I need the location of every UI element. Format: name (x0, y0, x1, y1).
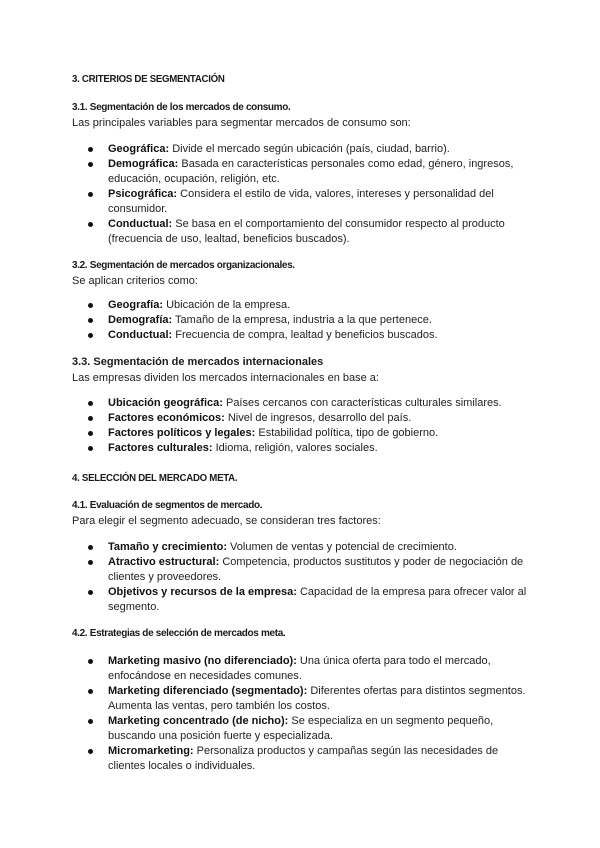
bullet-icon (88, 147, 93, 152)
bullet-icon (88, 333, 93, 338)
section-3-1-heading: 3.1. Segmentación de los mercados de consumo. (72, 101, 291, 113)
bullet-icon (88, 749, 93, 754)
section-4-heading: 4. SELECCIÓN DEL MERCADO META. (72, 472, 238, 484)
list-item: Marketing masivo (no diferenciado): Una única oferta para todo el mercado, enfocándose en necesidades comunes. (0, 654, 600, 684)
bullet-icon (88, 446, 93, 451)
bullet-icon (88, 192, 93, 197)
list-item: Marketing diferenciado (segmentado): Diferentes ofertas para distintos segmentos. Aumenta las ventas, pero también los costos. (0, 684, 600, 714)
bullet-icon (88, 162, 93, 167)
section-4-2-list (0, 654, 600, 774)
bullet-icon (88, 689, 93, 694)
list-item: Factores culturales: Idioma, religión, valores sociales. (0, 441, 600, 456)
section-3-1-intro: Las principales variables para segmentar mercados de consumo son: (72, 117, 411, 129)
section-3-heading: 3. CRITERIOS DE SEGMENTACIÓN (72, 73, 225, 85)
bullet-icon (88, 401, 93, 406)
section-3-3-heading: 3.3. Segmentación de mercados internacionales (72, 356, 324, 368)
list-item: Factores económicos: Nivel de ingresos, desarrollo del país. (0, 411, 600, 426)
section-4-2-heading: 4.2. Estrategias de selección de mercados meta. (72, 627, 286, 639)
section-3-3-list (0, 396, 600, 456)
list-item: Geográfica: Divide el mercado según ubicación (país, ciudad, barrio). (0, 142, 600, 157)
list-item: Demográfica: Basada en características personales como edad, género, ingresos, educación, ocupación, religión, etc. (0, 157, 600, 187)
bullet-icon (88, 560, 93, 565)
section-4-1-list (0, 540, 600, 615)
section-3-2-list (0, 298, 600, 343)
bullet-icon (88, 318, 93, 323)
section-4-1-intro: Para elegir el segmento adecuado, se consideran tres factores: (72, 515, 381, 527)
list-item: Psicográfica: Considera el estilo de vida, valores, intereses y personalidad del consumidor. (0, 187, 600, 217)
bullet-icon (88, 222, 93, 227)
bullet-icon (88, 659, 93, 664)
section-3-2-intro: Se aplican criterios como: (72, 275, 198, 287)
list-item: Atractivo estructural: Competencia, productos sustitutos y poder de negociación de clientes y proveedores. (0, 555, 600, 585)
bullet-icon (88, 719, 93, 724)
bullet-icon (88, 545, 93, 550)
section-3-2-heading: 3.2. Segmentación de mercados organizacionales. (72, 259, 295, 271)
list-item: Marketing concentrado (de nicho): Se especializa en un segmento pequeño, buscando una posición fuerte y especializada. (0, 714, 600, 744)
list-item: Conductual: Se basa en el comportamiento del consumidor respecto al producto (frecuencia de uso, lealtad, beneficios buscados). (0, 217, 600, 247)
list-item: Geografía: Ubicación de la empresa. (0, 298, 600, 313)
section-4-1-heading: 4.1. Evaluación de segmentos de mercado. (72, 499, 263, 511)
bullet-icon (88, 590, 93, 595)
list-item: Objetivos y recursos de la empresa: Capacidad de la empresa para ofrecer valor al segmento. (0, 585, 600, 615)
list-item: Demografía: Tamaño de la empresa, industria a la que pertenece. (0, 313, 600, 328)
list-item: Micromarketing: Personaliza productos y campañas según las necesidades de clientes locales o individuales. (0, 744, 600, 774)
section-3-3-intro: Las empresas dividen los mercados internacionales en base a: (72, 372, 379, 384)
list-item: Ubicación geográfica: Países cercanos con características culturales similares. (0, 396, 600, 411)
section-3-1-list (0, 142, 600, 247)
bullet-icon (88, 303, 93, 308)
bullet-icon (88, 431, 93, 436)
list-item: Tamaño y crecimiento: Volumen de ventas y potencial de crecimiento. (0, 540, 600, 555)
list-item: Conductual: Frecuencia de compra, lealtad y beneficios buscados. (0, 328, 600, 343)
bullet-icon (88, 416, 93, 421)
list-item: Factores políticos y legales: Estabilidad política, tipo de gobierno. (0, 426, 600, 441)
